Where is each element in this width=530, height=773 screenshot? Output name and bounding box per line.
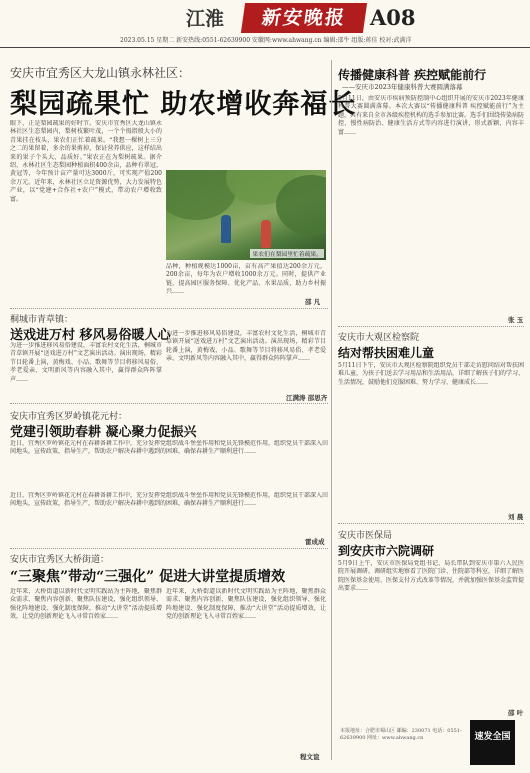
- right2-headline: 结对帮扶困难儿童: [338, 346, 435, 360]
- right3-body: 5月9日上午，安庆市医保局党组书记、局长带队到安庆市第六人民医院开展调研。调研组实地察看了医院门诊、住院部等科室，详细了解医院医保基金使用、医保支付方式改革等情况，并就加强医保基金监管提出要求……: [338, 560, 524, 593]
- corner-badge: 速发全国: [470, 720, 515, 765]
- issue-meta: 2023.05.15 星期二 新安热线:0551-62639900 安徽网:www.ahwang.cn 编辑:邵牛 组版:蒋佳 校对:武满洋: [120, 37, 412, 44]
- story4-body-col2: 近年来，大桥街道以新时代文明实践站为主阵地，聚焦群众需求、聚焦内容创新、聚焦队伍建设，强化组织领导、强化阵地建设、强化制度保障，推动“大讲堂”活动提质增效，让党的创新理论飞入寻常百姓家……: [166, 588, 326, 621]
- lead-headline: 梨园疏果忙 助农增收奔福长: [10, 89, 357, 120]
- masthead-bar: [0, 0, 530, 48]
- farmer-figure: [221, 215, 231, 243]
- story4-byline: 程文谊: [300, 753, 320, 761]
- farmer-figure: [261, 220, 271, 248]
- story4-headline: “三聚焦”带动“三强化” 促进大讲堂提质增效: [10, 569, 286, 585]
- story2-body-col1: 为进一步推进移风易俗建设，丰富农村文化生活，桐城市青草镇开展“送戏进万村”文艺演出活动。演出现场，精彩节目轮番上演，黄梅戏、小品、歌舞等节目将移风易俗、孝老爱亲、文明新风等内容融入其中，赢得群众阵阵掌声……: [10, 342, 162, 383]
- story3-byline: 雷成成: [305, 538, 325, 546]
- story3-body-continued: 近日，宜秀区罗岭镇花元村在春耕备耕工作中，充分发挥党组织战斗堡垒作用和党员先锋模范作用，组织党员干部深入田间地头，宣传政策，指导生产，帮助农户解决春耕中遇到的困难，确保春耕生产顺利进行……: [10, 492, 328, 508]
- footer-note: 本报地址：合肥市蜀山区 邮编：230071 电话：0551-62639900 网址：www.ahwang.cn: [340, 728, 462, 741]
- divider: [338, 326, 524, 327]
- divider: [10, 548, 328, 549]
- right2-kicker: 安庆市大观区检察院: [338, 333, 420, 343]
- story2-byline: 江满涛 邵思齐: [286, 394, 328, 402]
- story2-body-col2: 为进一步推进移风易俗建设，丰富农村文化生活，桐城市青草镇开展“送戏进万村”文艺演出活动。演出现场，精彩节目轮番上演，黄梅戏、小品、歌舞等节目将移风易俗、孝老爱亲、文明新风等内容融入其中，赢得群众阵阵掌声……: [166, 330, 326, 363]
- lead-body: 眼下，正是梨园疏果的好时节。安庆市宜秀区大龙山镇永林社区生态梨园内，梨树枝繁叶茂，一个个拇指般大小的青果挂在枝头，果农们正忙着疏果。“我想一棵树上三分之二的果留着，多余的果剪掉，保证营养供应，这样结出来的果子个头大、品质好。”果农正在为梨树疏果。据介绍，永林社区生态梨园种植面积400余亩，品种有翠冠、黄冠等，今年预计亩产量可达3000斤，可实现产值200余万元。近年来，永林社区立足资源优势，大力发展特色产业，以“党建+合作社+农户”模式，带动农户增收致富。: [10, 120, 162, 203]
- right2-byline: 刘 晨: [508, 513, 524, 521]
- divider: [10, 403, 328, 404]
- right1-subheadline: ——安庆市2023年健康科普大赛圆满落幕: [342, 83, 463, 91]
- story3-headline: 党建引领助春耕 凝心聚力促振兴: [10, 425, 197, 440]
- right3-byline: 邵 叶: [508, 709, 524, 717]
- lead-photo: [166, 170, 326, 260]
- lead-kicker: 安庆市宜秀区大龙山镇永林社区：: [10, 66, 191, 80]
- right1-byline: 张 玉: [508, 316, 524, 324]
- story3-body: 近日，宜秀区罗岭镇花元村在春耕备耕工作中，充分发挥党组织战斗堡垒作用和党员先锋模范作用，组织党员干部深入田间地头，宣传政策，指导生产，帮助农户解决春耕中遇到的困难，确保春耕生产顺利进行……: [10, 440, 328, 456]
- right1-body: 5月11日，由安庆市疾病预防控制中心组织开展的安庆市2023年健康科普大赛圆满落幕。本次大赛以“传播健康科普 疾控赋能前行”为主题，共有来自全市各级疾控机构的选手参加比赛。选手们围绕传染病防控、慢性病防治、健康生活方式等内容进行演讲，形式新颖，内容丰富……: [338, 95, 524, 136]
- header-rule: [0, 47, 530, 48]
- story3-kicker: 安庆市宜秀区罗岭镇花元村：: [10, 412, 128, 422]
- right2-body: 5月11日下午，安庆市大观区检察院组织党员干部走访慰问结对帮扶困难儿童，为孩子们送去学习用品和生活用品，详细了解孩子们的学习、生活情况，鼓励他们克服困难、努力学习、健康成长……: [338, 362, 524, 386]
- story2-headline: 送戏进万村 移风易俗暖人心: [10, 328, 171, 343]
- divider: [338, 523, 524, 524]
- lead-body-continued: 品种，种植规模达1000亩，亩有高产果值达200余万元，200余亩，每年为农户增收1000余万元。同时，提供产业链，提高园区服务保障、优化产品、水果品质，助力乡村振兴……: [166, 263, 326, 296]
- photo-caption: 果农们在梨园里忙着疏果。: [250, 249, 324, 258]
- story4-kicker: 安庆市宜秀区大桥街道：: [10, 555, 110, 565]
- section-name: 江淮: [186, 8, 225, 30]
- masthead-logo: 新安晚报: [241, 3, 367, 33]
- right3-kicker: 安庆市医保局: [338, 531, 393, 541]
- right1-headline: 传播健康科普 疾控赋能前行: [338, 68, 487, 82]
- lead-byline: 邵 凡: [305, 298, 321, 306]
- page-number: A08: [370, 5, 416, 30]
- right3-headline: 到安庆市六院调研: [338, 544, 435, 558]
- divider: [10, 308, 328, 309]
- story4-body-col1: 近年来，大桥街道以新时代文明实践站为主阵地，聚焦群众需求、聚焦内容创新、聚焦队伍建设，强化组织领导、强化阵地建设、强化制度保障，推动“大讲堂”活动提质增效，让党的创新理论飞入寻常百姓家……: [10, 588, 162, 621]
- story2-kicker: 桐城市青草镇：: [10, 315, 74, 325]
- column-rule: [331, 60, 332, 760]
